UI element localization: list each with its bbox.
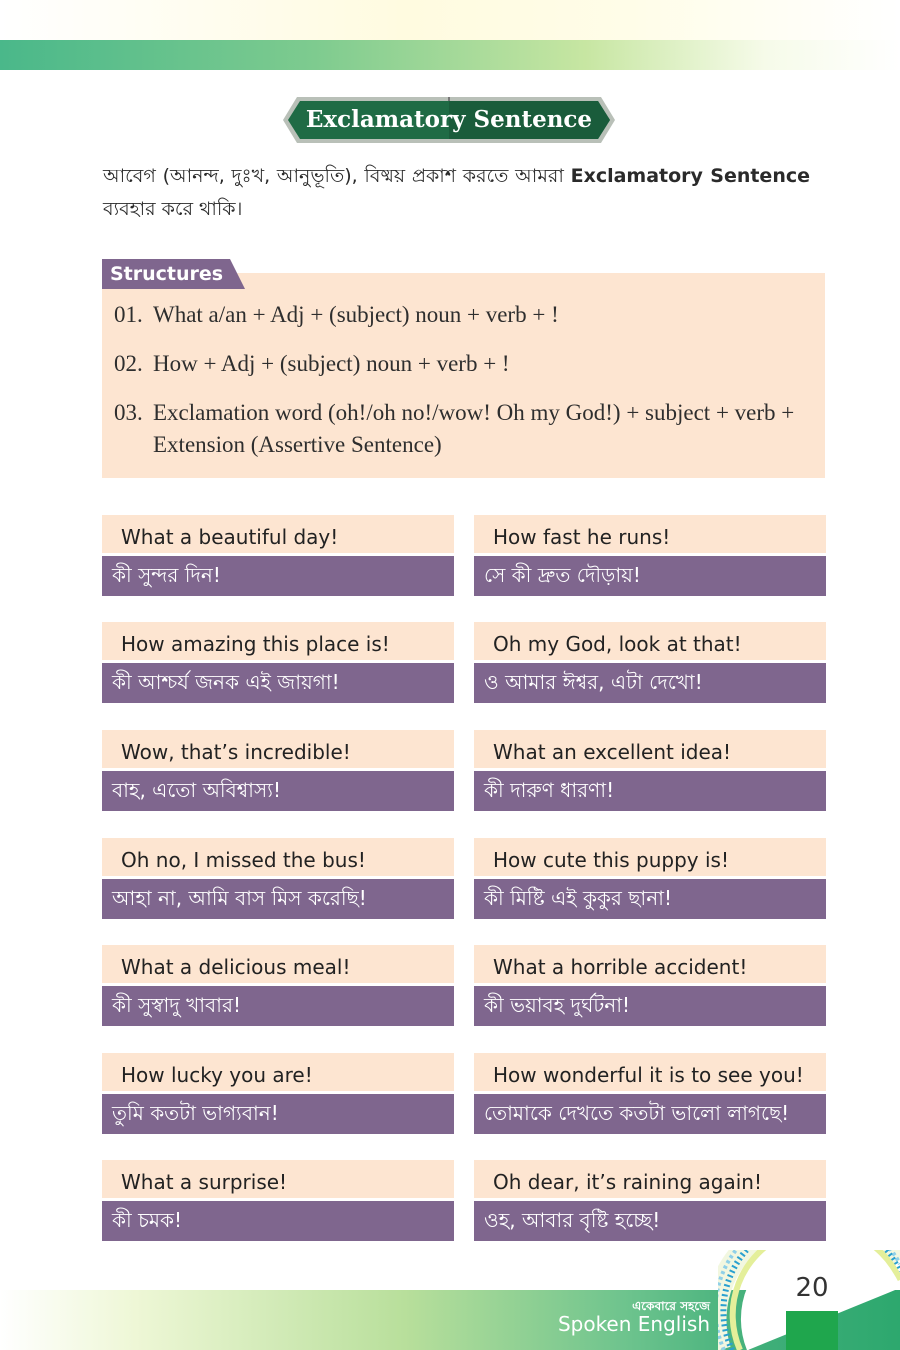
footer-tagline: একেবারে সহজে [632,1299,710,1313]
page-accent-square [786,1311,838,1350]
example-english: Oh no, I missed the bus! [102,838,454,876]
rule-number: 01. [114,302,143,327]
example-card [474,1160,826,1241]
example-english: Wow, that’s incredible! [102,730,454,768]
example-card [474,730,826,811]
example-card [474,515,826,596]
example-card [474,1053,826,1134]
page-number: 20 [795,1273,829,1303]
example-bangla: কী মিষ্টি এই কুকুর ছানা! [474,879,826,919]
example-card [102,1160,454,1241]
rule-text: How + Adj + (subject) noun + verb + ! [153,351,510,376]
example-english: What a surprise! [102,1160,454,1198]
example-bangla: ওহ, আবার বৃষ্টি হচ্ছে! [474,1201,826,1241]
example-bangla: সে কী দ্রুত দৌড়ায়! [474,556,826,596]
example-card [102,622,454,703]
example-bangla: আহা না, আমি বাস মিস করেছি! [102,879,454,919]
example-english: How wonderful it is to see you! [474,1053,826,1091]
example-bangla: কী আশ্চর্য জনক এই জায়গা! [102,663,454,703]
example-card [102,730,454,811]
intro-keyword: Exclamatory Sentence [570,165,810,187]
example-card [102,838,454,919]
example-card [474,838,826,919]
example-bangla: তুমি কতটা ভাগ্যবান! [102,1094,454,1134]
rule-number: 02. [114,351,143,376]
example-card [102,1053,454,1134]
intro-text-end: ব্যবহার করে থাকি। [103,198,243,220]
example-bangla: ও আমার ঈশ্বর, এটা দেখো! [474,663,826,703]
example-english: Oh dear, it’s raining again! [474,1160,826,1198]
example-english: Oh my God, look at that! [474,622,826,660]
title-banner [283,97,615,143]
example-bangla: কী সুন্দর দিন! [102,556,454,596]
structure-rule-3 [114,397,814,461]
example-english: How cute this puppy is! [474,838,826,876]
top-glow [0,0,900,40]
structure-rule-2 [114,348,814,380]
example-card [102,945,454,1026]
example-english: What a delicious meal! [102,945,454,983]
rule-text: Exclamation word (oh!/oh no!/wow! Oh my God!) + subject + verb + Extension (Assertive Sentence) [153,400,795,457]
example-bangla: কী ভয়াবহ দুর্ঘটনা! [474,986,826,1026]
example-bangla: কী চমক! [102,1201,454,1241]
example-english: How fast he runs! [474,515,826,553]
example-card [474,622,826,703]
structure-rule-1 [114,299,814,331]
example-english: What a horrible accident! [474,945,826,983]
top-color-band [0,40,900,70]
example-english: How amazing this place is! [102,622,454,660]
example-english: What a beautiful day! [102,515,454,553]
example-card [102,515,454,596]
example-card [474,945,826,1026]
example-english: How lucky you are! [102,1053,454,1091]
example-bangla: কী সুস্বাদু খাবার! [102,986,454,1026]
intro-paragraph [103,160,810,226]
footer-book-title: Spoken English [557,1312,710,1336]
example-bangla: বাহ, এতো অবিশ্বাস্য! [102,771,454,811]
rule-number: 03. [114,400,143,425]
example-english: What an excellent idea! [474,730,826,768]
example-bangla: তোমাকে দেখতে কতটা ভালো লাগছে! [474,1094,826,1134]
structures-label: Structures [110,263,224,285]
page-title: Exclamatory Sentence [305,106,593,133]
intro-text: আবেগ (আনন্দ, দুঃখ, আনুভূতি), বিষ্ময় প্রকাশ করতে আমরা [103,165,571,187]
rule-text: What a/an + Adj + (subject) noun + verb + ! [153,302,559,327]
example-bangla: কী দারুণ ধারণা! [474,771,826,811]
